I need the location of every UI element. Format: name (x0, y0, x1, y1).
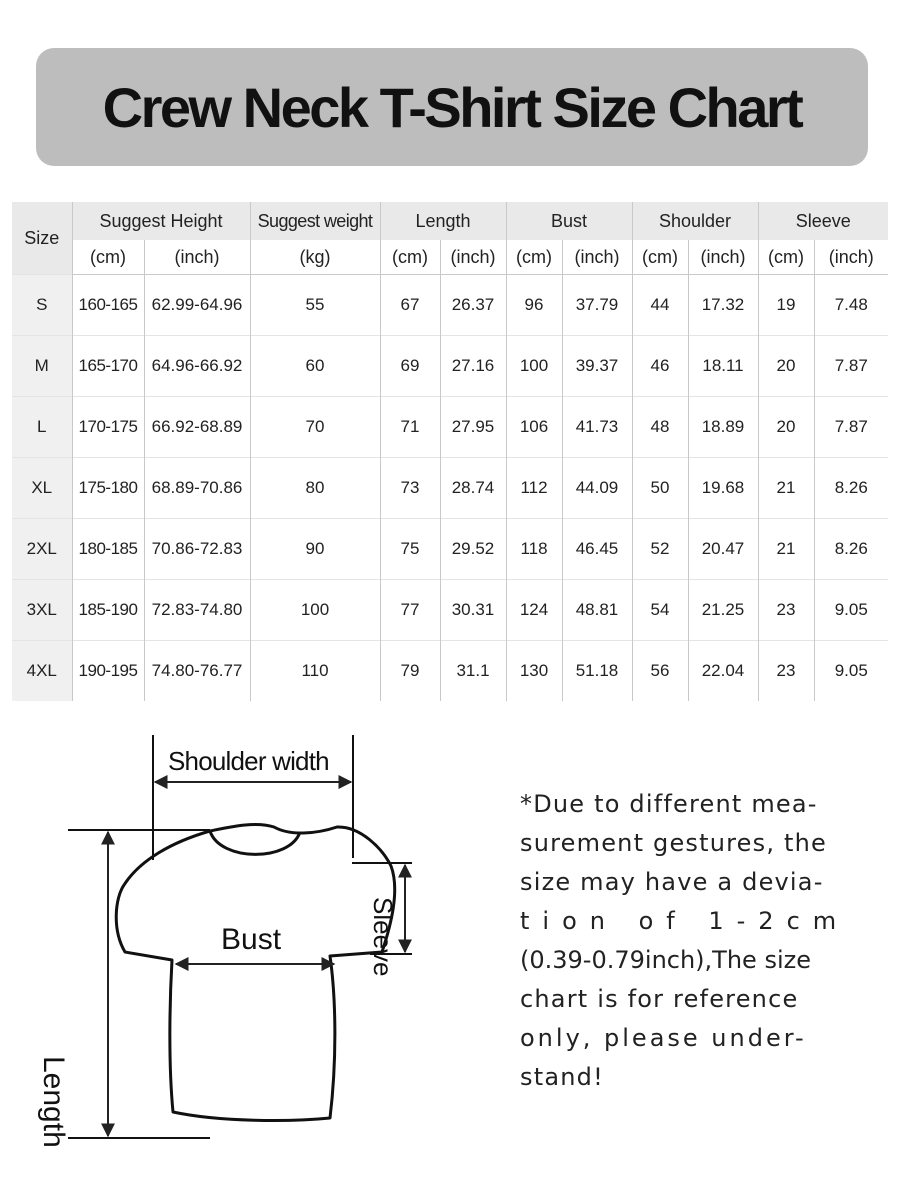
header-bust: Bust (506, 202, 632, 240)
shoulder-inch-cell: 18.89 (688, 397, 758, 458)
size-cell: L (12, 397, 72, 458)
note-line: *Due to different mea- (520, 790, 818, 818)
height-cm-cell: 190-195 (72, 641, 144, 702)
header-sleeve: Sleeve (758, 202, 888, 240)
sleeve-label: Sleeve (368, 897, 398, 977)
shoulder-cm-cell: 56 (632, 641, 688, 702)
sleeve-inch-cell: 7.48 (814, 275, 888, 336)
bust-cm-cell: 118 (506, 519, 562, 580)
sleeve-inch-cell: 8.26 (814, 519, 888, 580)
header-suggest-weight: Suggest weight (250, 202, 380, 240)
sleeve-cm-cell: 19 (758, 275, 814, 336)
unit-header: (inch) (440, 240, 506, 275)
shoulder-cm-cell: 48 (632, 397, 688, 458)
size-cell: 2XL (12, 519, 72, 580)
sleeve-cm-cell: 21 (758, 519, 814, 580)
shoulder-width-label: Shoulder width (168, 746, 329, 776)
sleeve-cm-cell: 20 (758, 397, 814, 458)
unit-header: (inch) (144, 240, 250, 275)
shoulder-inch-cell: 22.04 (688, 641, 758, 702)
unit-header: (cm) (506, 240, 562, 275)
length-cm-cell: 75 (380, 519, 440, 580)
weight-cell: 100 (250, 580, 380, 641)
height-cm-cell: 165-170 (72, 336, 144, 397)
weight-cell: 55 (250, 275, 380, 336)
bust-cm-cell: 96 (506, 275, 562, 336)
unit-header-row (12, 240, 888, 275)
table-row (12, 336, 888, 397)
height-cm-cell: 160-165 (72, 275, 144, 336)
length-inch-cell: 31.1 (440, 641, 506, 702)
unit-header: (inch) (562, 240, 632, 275)
height-inch-cell: 74.80-76.77 (144, 641, 250, 702)
height-cm-cell: 180-185 (72, 519, 144, 580)
length-cm-cell: 79 (380, 641, 440, 702)
length-cm-cell: 77 (380, 580, 440, 641)
table-row (12, 275, 888, 336)
shoulder-inch-cell: 17.32 (688, 275, 758, 336)
shoulder-cm-cell: 50 (632, 458, 688, 519)
weight-cell: 90 (250, 519, 380, 580)
sleeve-inch-cell: 9.05 (814, 641, 888, 702)
shoulder-cm-cell: 44 (632, 275, 688, 336)
note-line: size may have a devia- (520, 868, 824, 896)
unit-header: (inch) (688, 240, 758, 275)
length-inch-cell: 27.95 (440, 397, 506, 458)
sleeve-cm-cell: 21 (758, 458, 814, 519)
bust-cm-cell: 124 (506, 580, 562, 641)
bust-cm-cell: 106 (506, 397, 562, 458)
length-cm-cell: 69 (380, 336, 440, 397)
unit-header: (cm) (380, 240, 440, 275)
bust-cm-cell: 112 (506, 458, 562, 519)
header-length: Length (380, 202, 506, 240)
sleeve-inch-cell: 7.87 (814, 397, 888, 458)
length-cm-cell: 73 (380, 458, 440, 519)
bust-inch-cell: 51.18 (562, 641, 632, 702)
sleeve-inch-cell: 7.87 (814, 336, 888, 397)
height-cm-cell: 170-175 (72, 397, 144, 458)
weight-cell: 70 (250, 397, 380, 458)
height-cm-cell: 175-180 (72, 458, 144, 519)
group-header-row (12, 202, 888, 240)
bust-cm-cell: 130 (506, 641, 562, 702)
height-inch-cell: 62.99-64.96 (144, 275, 250, 336)
bust-inch-cell: 37.79 (562, 275, 632, 336)
length-label: Length (37, 1056, 70, 1148)
shoulder-inch-cell: 20.47 (688, 519, 758, 580)
sleeve-cm-cell: 20 (758, 336, 814, 397)
shoulder-cm-cell: 46 (632, 336, 688, 397)
length-cm-cell: 67 (380, 275, 440, 336)
page-title: Crew Neck T-Shirt Size Chart (102, 75, 802, 139)
bust-inch-cell: 46.45 (562, 519, 632, 580)
bust-inch-cell: 44.09 (562, 458, 632, 519)
title-banner (36, 48, 868, 166)
length-inch-cell: 27.16 (440, 336, 506, 397)
height-inch-cell: 66.92-68.89 (144, 397, 250, 458)
shoulder-inch-cell: 18.11 (688, 336, 758, 397)
header-suggest-height: Suggest Height (72, 202, 250, 240)
size-cell: 3XL (12, 580, 72, 641)
size-cell: M (12, 336, 72, 397)
table-row (12, 641, 888, 702)
height-inch-cell: 72.83-74.80 (144, 580, 250, 641)
sleeve-inch-cell: 8.26 (814, 458, 888, 519)
size-cell: 4XL (12, 641, 72, 702)
unit-header: (kg) (250, 240, 380, 275)
note-line: chart is for reference (520, 985, 799, 1013)
measurement-disclaimer (520, 785, 850, 1097)
shoulder-inch-cell: 19.68 (688, 458, 758, 519)
length-inch-cell: 30.31 (440, 580, 506, 641)
sleeve-cm-cell: 23 (758, 641, 814, 702)
weight-cell: 110 (250, 641, 380, 702)
note-line: surement gestures, the (520, 829, 827, 857)
length-cm-cell: 71 (380, 397, 440, 458)
note-line: (0.39-0.79inch),The size (520, 946, 811, 974)
size-table (12, 202, 888, 701)
height-inch-cell: 68.89-70.86 (144, 458, 250, 519)
unit-header: (cm) (632, 240, 688, 275)
note-line: tion of 1-2cm (520, 907, 850, 935)
length-inch-cell: 28.74 (440, 458, 506, 519)
unit-header: (cm) (72, 240, 144, 275)
shoulder-cm-cell: 52 (632, 519, 688, 580)
unit-header: (cm) (758, 240, 814, 275)
bust-cm-cell: 100 (506, 336, 562, 397)
height-cm-cell: 185-190 (72, 580, 144, 641)
size-cell: S (12, 275, 72, 336)
shoulder-cm-cell: 54 (632, 580, 688, 641)
height-inch-cell: 70.86-72.83 (144, 519, 250, 580)
table-row (12, 580, 888, 641)
sleeve-inch-cell: 9.05 (814, 580, 888, 641)
bust-inch-cell: 41.73 (562, 397, 632, 458)
sleeve-cm-cell: 23 (758, 580, 814, 641)
table-row (12, 397, 888, 458)
size-cell: XL (12, 458, 72, 519)
shoulder-inch-cell: 21.25 (688, 580, 758, 641)
header-shoulder: Shoulder (632, 202, 758, 240)
weight-cell: 80 (250, 458, 380, 519)
unit-header: (inch) (814, 240, 888, 275)
bust-label: Bust (221, 923, 282, 956)
note-line: only, please under- (520, 1024, 807, 1052)
size-header: Size (12, 202, 72, 275)
bust-inch-cell: 39.37 (562, 336, 632, 397)
note-line: stand! (520, 1063, 604, 1091)
table-row (12, 519, 888, 580)
bust-inch-cell: 48.81 (562, 580, 632, 641)
weight-cell: 60 (250, 336, 380, 397)
tshirt-measurement-diagram (37, 730, 480, 1150)
length-inch-cell: 29.52 (440, 519, 506, 580)
height-inch-cell: 64.96-66.92 (144, 336, 250, 397)
length-inch-cell: 26.37 (440, 275, 506, 336)
table-row (12, 458, 888, 519)
